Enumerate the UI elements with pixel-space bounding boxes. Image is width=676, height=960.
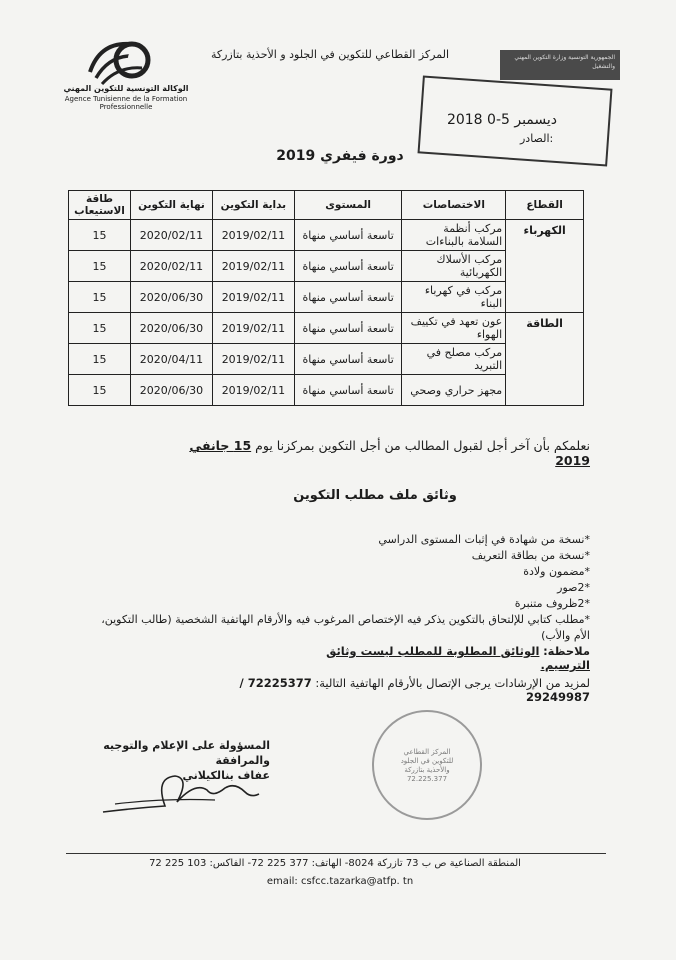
end-cell: 2020/02/11: [131, 220, 213, 251]
start-cell: 2019/02/11: [212, 344, 294, 375]
list-item: *2صور: [557, 581, 590, 594]
header-specialty: الاختصاصات: [402, 191, 506, 220]
start-cell: 2019/02/11: [212, 251, 294, 282]
footer-address: المنطقة الصناعية ص ب 73 تازركة 8024- الهاتف: 377 225 72- الفاكس: 103 225 72: [149, 858, 521, 869]
reference-date: 2018 0-5 ديسمبر: [446, 112, 558, 128]
remark: [300, 644, 590, 672]
end-cell: 2020/06/30: [131, 282, 213, 313]
start-cell: 2019/02/11: [212, 282, 294, 313]
sector-cell: الكهرباء: [506, 220, 584, 313]
center-title: المركز القطاعي للتكوين في الجلود و الأحذية بتازركة: [210, 48, 450, 61]
docs-list: [90, 532, 590, 644]
list-item: *نسخة من شهادة في إثبات المستوى الدراسي: [378, 533, 590, 546]
capacity-cell: 15: [69, 375, 131, 406]
start-cell: 2019/02/11: [212, 313, 294, 344]
notice-date: 15 جانفي 2019: [189, 438, 590, 468]
header-level: المستوى: [294, 191, 402, 220]
header-end: نهاية التكوين: [131, 191, 213, 220]
header-capacity: طاقة الاستيعاب: [69, 191, 131, 220]
specialty-cell: مجهز حراري وصحي: [402, 375, 506, 406]
end-cell: 2020/04/11: [131, 344, 213, 375]
specialty-cell: مركب الأسلاك الكهربائية: [402, 251, 506, 282]
list-item: *2ظروف متنبرة: [514, 597, 590, 610]
specialty-cell: مركب أنظمة السلامة بالبناءات: [402, 220, 506, 251]
capacity-cell: 15: [69, 344, 131, 375]
docs-title: وثائق ملف مطلب التكوين: [293, 488, 457, 503]
header-start: بداية التكوين: [212, 191, 294, 220]
list-item: *مطلب كتابي للإلتحاق بالتكوين يذكر فيه الإختصاص المرغوب فيه والأرقام الهاتفية الشخصية (طالب التكوين، الأم والأب): [101, 613, 590, 642]
training-table: [68, 190, 584, 406]
logo-name-fr: Agence Tunisienne de la Formation Professionnelle: [64, 95, 188, 111]
table-header-row: [69, 191, 584, 220]
signatory-name: عفاف بنالكيلاني: [182, 769, 270, 782]
deadline-notice: [180, 438, 590, 468]
footer-email: email: csfcc.tazarka@atfp. tn: [266, 876, 414, 887]
end-cell: 2020/06/30: [131, 375, 213, 406]
round-stamp-text: المركز القطاعي للتكوين في الجلود والأحذية بتازركة 72.225.377: [400, 748, 454, 783]
level-cell: تاسعة أساسي منهاة: [294, 344, 402, 375]
contact-phones: 72225377 / 29249987: [239, 676, 590, 704]
contact-line: [230, 676, 590, 704]
capacity-cell: 15: [69, 313, 131, 344]
notice-text: نعلمكم بأن آخر أجل لقبول المطالب من أجل التكوين بمركزنا يوم: [255, 438, 590, 453]
level-cell: تاسعة أساسي منهاة: [294, 251, 402, 282]
level-cell: تاسعة أساسي منهاة: [294, 282, 402, 313]
signature-icon: [95, 768, 265, 818]
reference-label: الصادر:: [520, 132, 554, 145]
capacity-cell: 15: [69, 220, 131, 251]
ministry-stamp: الجمهورية التونسية وزارة التكوين المهني والتشغيل: [500, 50, 620, 80]
header-sector: القطاع: [506, 191, 584, 220]
specialty-cell: مركب في كهرباء البناء: [402, 282, 506, 313]
start-cell: 2019/02/11: [212, 375, 294, 406]
list-item: *نسخة من بطاقة التعريف: [471, 549, 590, 562]
sector-cell: الطاقة: [506, 313, 584, 406]
remark-text: الوثائق المطلوبة للمطلب ليست وثائق الترسيم.: [326, 644, 590, 672]
contact-text: لمزيد من الإرشادات يرجى الإتصال بالأرقام الهاتفية التالية:: [315, 676, 590, 690]
level-cell: تاسعة أساسي منهاة: [294, 313, 402, 344]
specialty-cell: عون تعهد في تكييف الهواء: [402, 313, 506, 344]
table-row: [69, 220, 584, 251]
footer-divider: [66, 853, 606, 854]
logo-name-ar: الوكالة التونسية للتكوين المهني: [63, 84, 189, 93]
end-cell: 2020/02/11: [131, 251, 213, 282]
table-row: [69, 313, 584, 344]
level-cell: تاسعة أساسي منهاة: [294, 220, 402, 251]
end-cell: 2020/06/30: [131, 313, 213, 344]
session-title: دورة فيفري 2019: [276, 148, 404, 164]
level-cell: تاسعة أساسي منهاة: [294, 375, 402, 406]
list-item: *مضمون ولادة: [523, 565, 590, 578]
capacity-cell: 15: [69, 282, 131, 313]
capacity-cell: 15: [69, 251, 131, 282]
specialty-cell: مركب مصلح في التبريد: [402, 344, 506, 375]
start-cell: 2019/02/11: [212, 220, 294, 251]
remark-label: ملاحظة:: [543, 644, 590, 658]
signatory-title: المسؤولة على الإعلام والتوجيه والمرافقة: [103, 739, 270, 767]
